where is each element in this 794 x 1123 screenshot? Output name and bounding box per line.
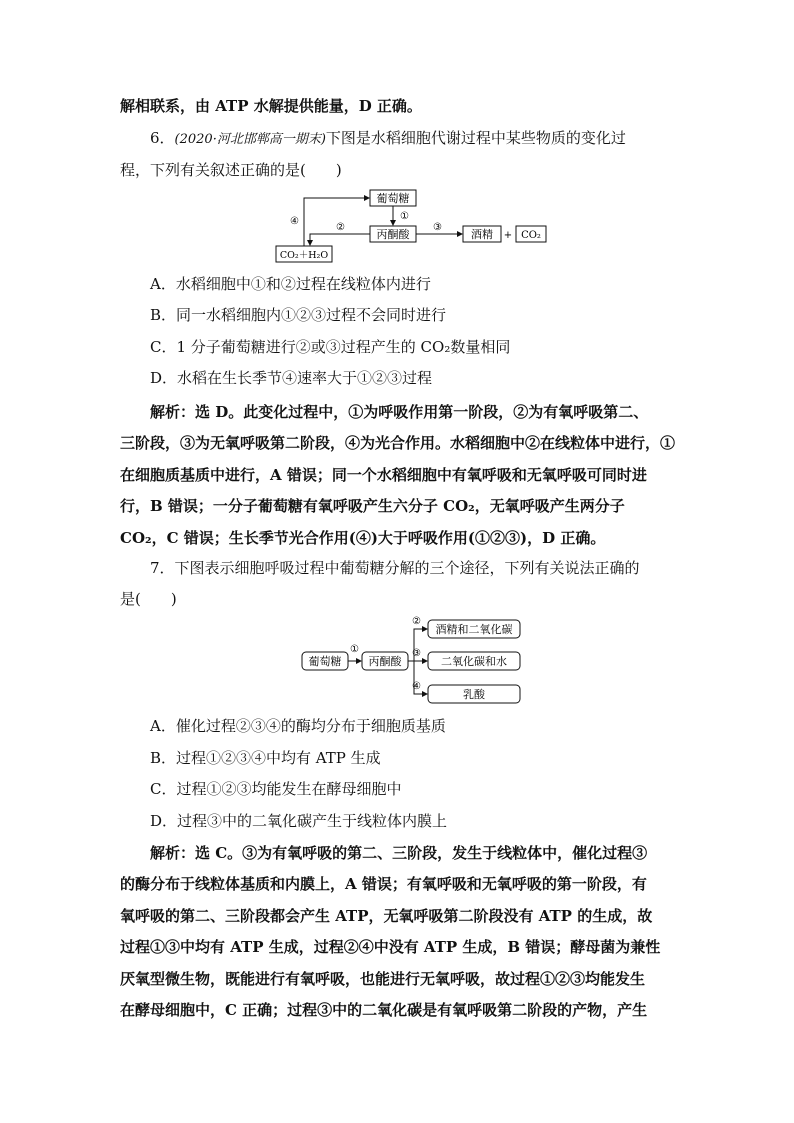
label-3: ③ <box>412 648 421 659</box>
outcome-label-2: 酒精和二氧化碳 <box>435 623 513 636</box>
option-c: C．1 分子葡萄糖进行②或③过程产生的 CO₂数量相同 <box>150 338 511 356</box>
continued-text: 解相联系，由 ATP 水解提供能量，D 正确。 <box>120 97 422 115</box>
question-number: 6． <box>150 129 175 147</box>
outcome-label-3: 二氧化碳和水 <box>441 655 507 668</box>
analysis-line: 解析：选 D。此变化过程中，①为呼吸作用第一阶段，②为有氧呼吸第二、 <box>150 403 649 421</box>
question-stem-text: 下图是水稻细胞代谢过程中某些物质的变化过 <box>325 129 626 147</box>
label-4: ④ <box>412 681 421 692</box>
analysis-line: 在酵母细胞中，C 正确；过程③中的二氧化碳是有氧呼吸第二阶段的产物，产生 <box>120 1001 648 1019</box>
option-c: C．过程①②③均能发生在酵母细胞中 <box>150 780 402 798</box>
question-7-stem-line1: 7．下图表示细胞呼吸过程中葡萄糖分解的三个途径，下列有关说法正确的 <box>150 559 640 577</box>
label-1: ① <box>350 644 359 655</box>
label-1: ① <box>400 211 409 222</box>
analysis-line: 三阶段，③为无氧呼吸第二阶段，④为光合作用。水稻细胞中②在线粒体中进行，① <box>120 434 676 452</box>
label-2: ② <box>412 616 421 627</box>
option-a: A．水稻细胞中①和②过程在线粒体内进行 <box>150 275 431 293</box>
question-6-stem-line2: 程，下列有关叙述正确的是( ) <box>120 161 342 179</box>
analysis-line: CO₂，C 错误；生长季节光合作用(④)大于呼吸作用(①②③)，D 正确。 <box>120 529 606 547</box>
glucose-label: 葡萄糖 <box>376 192 410 205</box>
option-d: D．水稻在生长季节④速率大于①②③过程 <box>150 369 433 387</box>
analysis-line: 在细胞质基质中进行，A 错误；同一个水稻细胞中有氧呼吸和无氧呼吸可同时进 <box>120 466 647 484</box>
question-7-stem-line2: 是( ) <box>120 590 177 608</box>
analysis-line: 解析：选 C。③为有氧呼吸的第二、三阶段，发生于线粒体中，催化过程③ <box>150 844 648 862</box>
pyruvate-label: 丙酮酸 <box>376 228 410 241</box>
analysis-line: 过程①③中均有 ATP 生成，过程②④中没有 ATP 生成，B 错误；酵母菌为兼性 <box>120 938 661 956</box>
label-4: ④ <box>290 216 299 227</box>
option-b: B．同一水稻细胞内①②③过程不会同时进行 <box>150 306 447 324</box>
arrow-2 <box>310 234 370 245</box>
analysis-line: 的酶分布于线粒体基质和内膜上，A 错误；有氧呼吸和无氧呼吸的第一阶段，有 <box>120 875 647 893</box>
q7-glucose-pathways-diagram <box>296 612 528 708</box>
glucose-label: 葡萄糖 <box>308 655 342 668</box>
label-2: ② <box>336 222 345 233</box>
label-3: ③ <box>433 222 442 233</box>
pyruvate-label: 丙酮酸 <box>368 655 402 668</box>
analysis-line: 氧呼吸的第二、三阶段都会产生 ATP，无氧呼吸第二阶段没有 ATP 的生成，故 <box>120 907 653 925</box>
q6-metabolism-diagram <box>270 184 560 266</box>
option-b: B．过程①②③④中均有 ATP 生成 <box>150 749 381 767</box>
co2-label: CO₂ <box>521 230 541 241</box>
option-a: A．催化过程②③④的酶均分布于细胞质基质 <box>150 717 446 735</box>
option-d: D．过程③中的二氧化碳产生于线粒体内膜上 <box>150 812 448 830</box>
co2-h2o-label: CO₂＋H₂O <box>279 250 329 261</box>
analysis-line: 厌氧型微生物，既能进行有氧呼吸，也能进行无氧呼吸，故过程①②③均能发生 <box>120 970 646 988</box>
question-6-stem-line1 <box>150 128 626 150</box>
plus-sign: + <box>503 230 513 241</box>
outcome-label-4: 乳酸 <box>463 688 485 701</box>
alcohol-label: 酒精 <box>471 228 493 241</box>
analysis-line: 行，B 错误；一分子葡萄糖有氧呼吸产生六分子 CO₂，无氧呼吸产生两分子 <box>120 497 625 515</box>
question-source: (2020·河北邯郸高一期末) <box>174 132 326 147</box>
